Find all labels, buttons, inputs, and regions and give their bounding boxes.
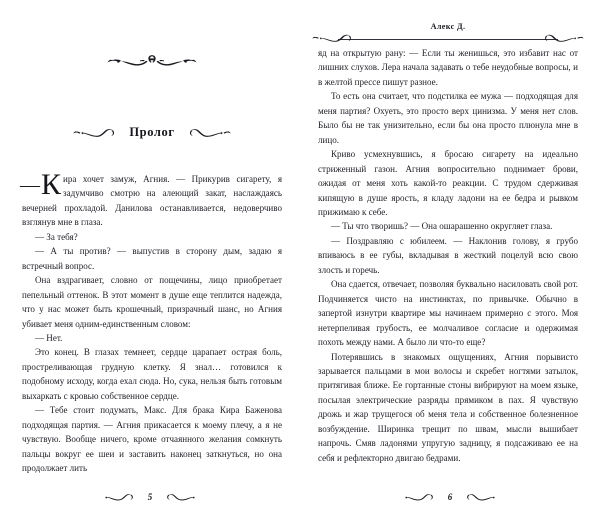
chapter-heading xyxy=(22,120,282,144)
page-number: 5 xyxy=(147,492,153,502)
running-head-ornament-right-icon xyxy=(544,31,584,48)
paragraph: То есть она считает, что подстилка ее мужа — подходящая для меня партия? Охуеть, это просто верх цинизма. У меня нет слов. Было бы не так унизительно, если бы она просто плюнула мне в лицо. xyxy=(318,91,578,145)
page-number: 6 xyxy=(447,492,453,502)
paragraph: Криво усмехнувшись, я бросаю сигарету на идеально стриженный газон. Агния вопросительно поднимает брови, ожидая от меня хоть какой-то реакции. С трудом сдерживая кипящую в душе ярость, я кладу ладони на ее бедра и рывком прижимаю к себе. xyxy=(318,149,578,217)
paragraph: — Поздравляю с юбилеем. — Наклонив голову, я грубо впиваюсь в ее губы, вкладывая в жесткий поцелуй всю свою злость и горечь. xyxy=(318,235,578,275)
paragraph: Потерявшись в знакомых ощущениях, Агния порывисто зарывается пальцами в мои волосы и скребет ногтями затылок, притягивая ближе. Ее гортанные стоны вибрируют на моем языке, посылая электрические разряды прямиком в пах. Я чувствую дрожь и жар трущегося об меня тела и собственное болезненное возбуждение. Ширинка трещит по швам, мысли вышибает напрочь. Смяв ладонями упругую задницу, я подсаживаю ее на себя и рефлекторно двигаю бедрами. xyxy=(318,351,578,463)
paragraph: — А ты против? — выпустив в сторону дым, задаю я встречный вопрос. xyxy=(22,246,282,271)
paragraph: Она вздрагивает, словно от пощечины, лицо приобретает пепельный оттенок. В этот момент в душе еще теплится надежда, что у нас может быть крошечный, призрачный шанс, но Агния убивает меня одним-единственным словом: xyxy=(22,275,282,329)
paragraph: — За тебя? xyxy=(35,231,78,242)
paragraph-text: ира хочет замуж, Агния. — Прикурив сигарету, я задумчиво смотрю на алеющий закат, наслаждаясь вечерней прохладой. Данилова останавливается, недоверчиво взглянув мне в глаза. xyxy=(22,174,282,228)
right-page xyxy=(300,0,600,520)
paragraph: Она сдается, отвечает, позволяя буквально насиловать свой рот. Подчиняется чисто на инстинктах, по привычке. Обычно в запертой изнутри квартире мы начинаем примерно с этого. Моя нетерпеливая грубость, ее молчаливое согласие и одержимая похоть между нами. А было ли что-то еще? xyxy=(318,279,578,348)
folio-ornament-right-icon xyxy=(166,491,198,503)
paragraph: — Тебе стоит подумать, Макс. Для брака Кира Баженова подходящая партия. — Агния прикасается к моему плечу, а я не чувствую. Вообще ничего, кроме отчаянного желания сомкнуть пальцы вокруг ее шеи и заставить наконец заткнуться, но она продолжает лить xyxy=(22,405,282,474)
paragraph-dropcap xyxy=(20,168,282,230)
running-head xyxy=(318,0,578,46)
running-head-title: Алекс Д. xyxy=(430,22,466,31)
paragraph: яд на открытую рану: — Если ты женишься, это избавит нас от лишних слухов. Лера начала задавать о тебе неудобные вопросы, и в желтой прессе пишут разное. xyxy=(318,48,578,87)
paragraph: — Нет. xyxy=(35,332,63,343)
paragraph: Это конец. В глазах темнеет, сердце царапает острая боль, простреливающая грудную клетку. Я знал… готовился к подобному исходу, когда ехал сюда. Но, сука, нельзя быть готовым выхаркать с кровью собственное сердце. xyxy=(22,347,282,401)
folio-left xyxy=(0,488,300,506)
rule-line xyxy=(338,39,558,40)
folio-ornament-right-icon xyxy=(466,491,498,503)
top-ornament xyxy=(22,0,282,86)
folio-right xyxy=(300,488,600,506)
drop-cap-letter: К xyxy=(41,168,62,201)
chapter-ornament-right-icon xyxy=(189,125,231,139)
running-head-ornament-left-icon xyxy=(312,31,352,48)
chapter-title: Пролог xyxy=(129,124,175,139)
right-page-body xyxy=(318,46,578,465)
folio-ornament-left-icon xyxy=(402,491,434,503)
folio-ornament-left-icon xyxy=(102,491,134,503)
opening-em-dash: — xyxy=(20,174,40,196)
paragraph: — Ты что творишь? — Она ошарашенно округляет глаза. xyxy=(331,221,553,232)
running-head-rule xyxy=(318,34,578,46)
flourish-ornament-icon xyxy=(96,52,208,70)
left-page-body xyxy=(20,168,282,476)
chapter-ornament-left-icon xyxy=(73,125,115,139)
